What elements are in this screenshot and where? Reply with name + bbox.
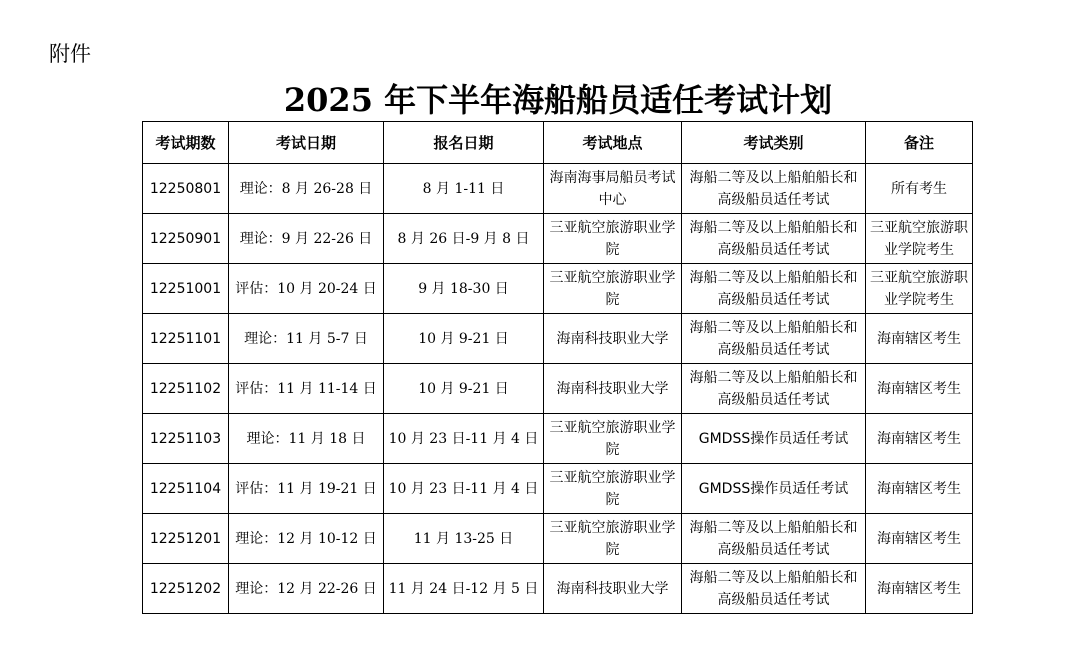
cell-location: 三亚航空旅游职业学院: [544, 214, 682, 264]
cell-exam-type: 海船二等及以上船舶船长和高级船员适任考试: [682, 314, 866, 364]
cell-exam-type: GMDSS操作员适任考试: [682, 414, 866, 464]
cell-location: 海南科技职业大学: [544, 364, 682, 414]
cell-exam-type: 海船二等及以上船舶船长和高级船员适任考试: [682, 164, 866, 214]
cell-exam-date: 理论：11 月 5-7 日: [229, 314, 384, 364]
cell-location: 三亚航空旅游职业学院: [544, 414, 682, 464]
cell-registration-date: 8 月 26 日-9 月 8 日: [384, 214, 544, 264]
cell-session: 12251001: [143, 264, 229, 314]
table-row: [143, 414, 973, 464]
cell-exam-type: 海船二等及以上船舶船长和高级船员适任考试: [682, 564, 866, 614]
cell-session: 12251201: [143, 514, 229, 564]
table-row: [143, 264, 973, 314]
header-exam-date: 考试日期: [229, 122, 384, 164]
table-row: [143, 314, 973, 364]
header-row: [143, 122, 973, 164]
cell-registration-date: 10 月 23 日-11 月 4 日: [384, 414, 544, 464]
cell-session: 12251104: [143, 464, 229, 514]
cell-registration-date: 10 月 9-21 日: [384, 364, 544, 414]
cell-exam-date: 理论：11 月 18 日: [229, 414, 384, 464]
page-title: 2025 年下半年海船船员适任考试计划: [283, 81, 833, 119]
header-location: 考试地点: [544, 122, 682, 164]
cell-exam-type: 海船二等及以上船舶船长和高级船员适任考试: [682, 264, 866, 314]
cell-registration-date: 10 月 23 日-11 月 4 日: [384, 464, 544, 514]
table-header: [143, 122, 973, 164]
cell-exam-date: 理论：12 月 22-26 日: [229, 564, 384, 614]
cell-remarks: 海南辖区考生: [866, 364, 973, 414]
table-row: [143, 564, 973, 614]
header-exam-type: 考试类别: [682, 122, 866, 164]
cell-location: 海南科技职业大学: [544, 564, 682, 614]
cell-remarks: 海南辖区考生: [866, 464, 973, 514]
exam-plan-table: [142, 121, 973, 614]
cell-session: 12251102: [143, 364, 229, 414]
cell-exam-date: 评估：10 月 20-24 日: [229, 264, 384, 314]
cell-exam-type: 海船二等及以上船舶船长和高级船员适任考试: [682, 364, 866, 414]
table-row: [143, 164, 973, 214]
table-row: [143, 514, 973, 564]
cell-registration-date: 11 月 13-25 日: [384, 514, 544, 564]
cell-remarks: 海南辖区考生: [866, 414, 973, 464]
cell-exam-type: 海船二等及以上船舶船长和高级船员适任考试: [682, 514, 866, 564]
cell-registration-date: 11 月 24 日-12 月 5 日: [384, 564, 544, 614]
cell-location: 三亚航空旅游职业学院: [544, 514, 682, 564]
cell-exam-date: 理论：12 月 10-12 日: [229, 514, 384, 564]
table-row: [143, 214, 973, 264]
cell-exam-type: GMDSS操作员适任考试: [682, 464, 866, 514]
cell-registration-date: 9 月 18-30 日: [384, 264, 544, 314]
cell-exam-date: 评估：11 月 11-14 日: [229, 364, 384, 414]
cell-session: 12250801: [143, 164, 229, 214]
cell-exam-date: 理论：8 月 26-28 日: [229, 164, 384, 214]
cell-session: 12251202: [143, 564, 229, 614]
cell-location: 海南海事局船员考试中心: [544, 164, 682, 214]
header-registration-date: 报名日期: [384, 122, 544, 164]
cell-remarks: 海南辖区考生: [866, 564, 973, 614]
cell-exam-date: 理论：9 月 22-26 日: [229, 214, 384, 264]
cell-location: 三亚航空旅游职业学院: [544, 264, 682, 314]
table-row: [143, 364, 973, 414]
cell-remarks: 海南辖区考生: [866, 514, 973, 564]
cell-session: 12251103: [143, 414, 229, 464]
cell-exam-type: 海船二等及以上船舶船长和高级船员适任考试: [682, 214, 866, 264]
cell-remarks: 三亚航空旅游职业学院考生: [866, 264, 973, 314]
cell-registration-date: 8 月 1-11 日: [384, 164, 544, 214]
table-body: [143, 164, 973, 614]
cell-remarks: 所有考生: [866, 164, 973, 214]
cell-remarks: 三亚航空旅游职业学院考生: [866, 214, 973, 264]
cell-exam-date: 评估：11 月 19-21 日: [229, 464, 384, 514]
cell-registration-date: 10 月 9-21 日: [384, 314, 544, 364]
cell-remarks: 海南辖区考生: [866, 314, 973, 364]
table-row: [143, 464, 973, 514]
cell-session: 12250901: [143, 214, 229, 264]
cell-location: 三亚航空旅游职业学院: [544, 464, 682, 514]
attachment-label: 附件: [49, 42, 91, 66]
header-session: 考试期数: [143, 122, 229, 164]
header-remarks: 备注: [866, 122, 973, 164]
cell-location: 海南科技职业大学: [544, 314, 682, 364]
cell-session: 12251101: [143, 314, 229, 364]
